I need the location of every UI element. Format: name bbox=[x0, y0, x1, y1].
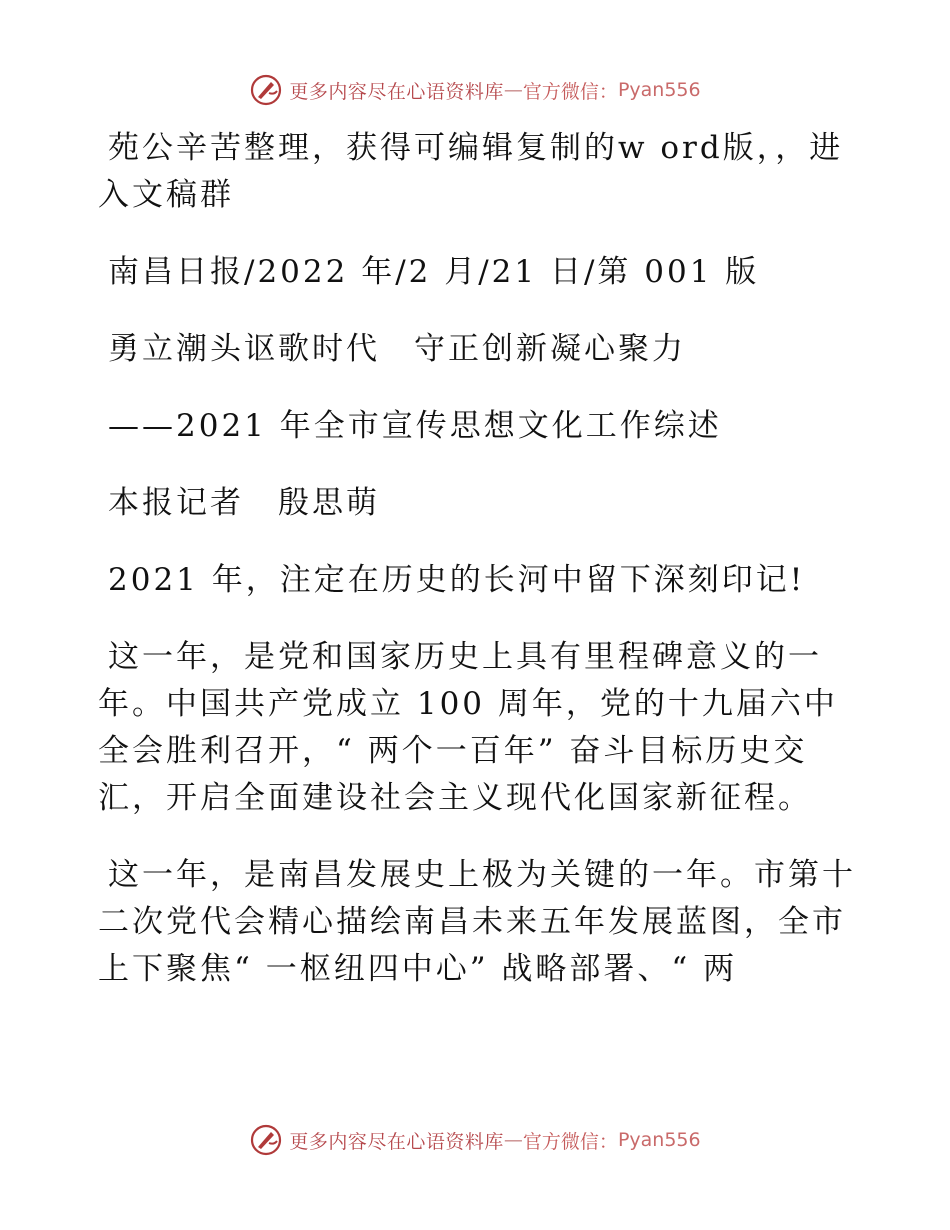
watermark-wechat-id: Pyan556 bbox=[617, 79, 701, 101]
watermark-dash: — bbox=[503, 1129, 523, 1151]
document-body bbox=[98, 125, 858, 1023]
header-watermark bbox=[0, 70, 950, 110]
paragraph-2: 这一年，是党和国家历史上具有里程碑意义的一年。中国共产党成立 100 周年，党的十九届六中全会胜利召开，“ 两个一百年” 奋斗目标历史交汇，开启全面建设社会主义现代化国家新征程。 bbox=[98, 639, 838, 816]
article-subtitle: ——2021 年全市宣传思想文化工作综述 bbox=[108, 408, 722, 444]
byline: 本报记者 殷思萌 bbox=[108, 485, 380, 521]
quill-logo-icon bbox=[249, 1123, 283, 1157]
quill-logo-icon bbox=[249, 73, 283, 107]
paragraph-1: 2021 年，注定在历史的长河中留下深刻印记! bbox=[108, 562, 806, 598]
footer-watermark bbox=[0, 1120, 950, 1160]
watermark-contact-label: 官方微信： bbox=[522, 1130, 618, 1153]
watermark-text: 更多内容尽在心语资料库 bbox=[289, 80, 504, 103]
watermark-contact-label: 官方微信： bbox=[522, 80, 618, 103]
intro-note: 苑公辛苦整理，获得可编辑复制的w ord版，，进入文稿群 bbox=[98, 130, 844, 213]
source-line: 南昌日报/2022 年/2 月/21 日/第 001 版 bbox=[108, 254, 760, 290]
watermark-dash: — bbox=[503, 79, 523, 101]
watermark-text: 更多内容尽在心语资料库 bbox=[289, 1130, 504, 1153]
watermark-wechat-id: Pyan556 bbox=[617, 1129, 701, 1151]
paragraph-3: 这一年，是南昌发展史上极为关键的一年。市第十二次党代会精心描绘南昌未来五年发展蓝图，全市上下聚焦“ 一枢纽四中心” 战略部署、“ 两 bbox=[98, 857, 856, 987]
article-title: 勇立潮头讴歌时代 守正创新凝心聚力 bbox=[108, 331, 686, 367]
